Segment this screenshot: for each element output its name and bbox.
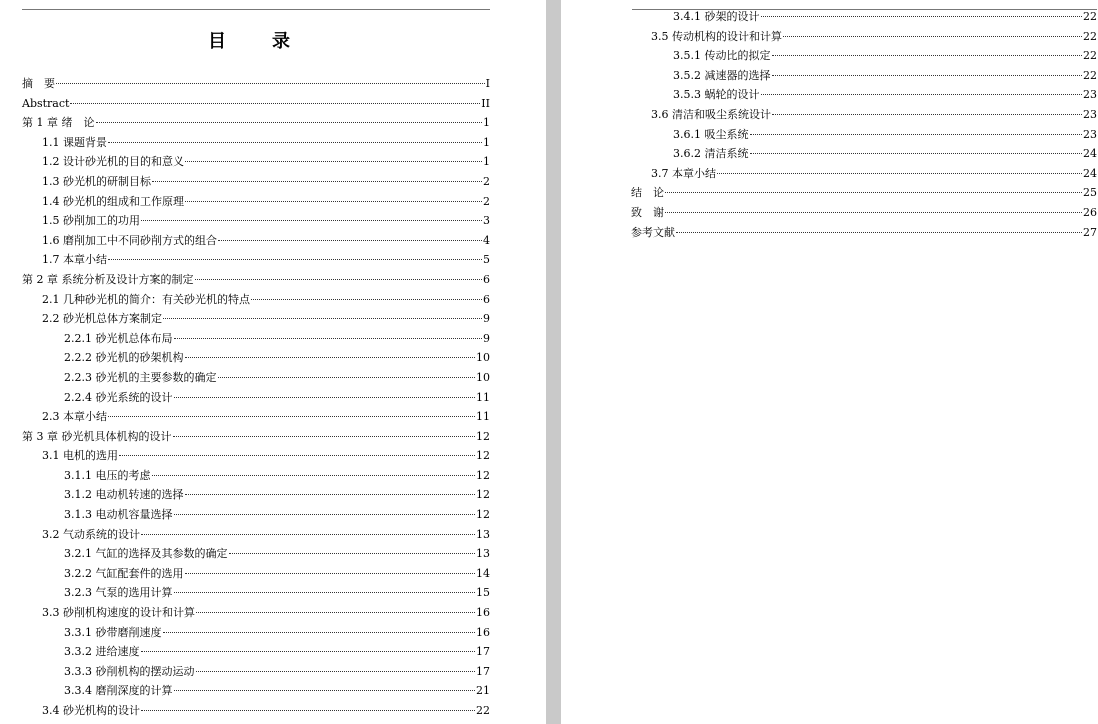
toc-entry[interactable] bbox=[22, 270, 490, 290]
dot-leader bbox=[141, 651, 476, 652]
dot-leader bbox=[772, 75, 1083, 76]
toc-entry[interactable] bbox=[22, 329, 490, 349]
toc-entry[interactable] bbox=[22, 623, 490, 643]
toc-entry[interactable] bbox=[22, 603, 490, 623]
dot-leader bbox=[665, 212, 1082, 213]
dot-leader bbox=[676, 232, 1082, 233]
toc-entry-label: 2.2.1 砂光机总体布局 bbox=[64, 331, 173, 345]
toc-entry-label: 2.2.3 砂光机的主要参数的确定 bbox=[64, 370, 217, 384]
toc-entry[interactable] bbox=[631, 144, 1097, 164]
toc-entry[interactable] bbox=[22, 133, 490, 153]
toc-entry-page-number: 2 bbox=[483, 194, 490, 208]
dot-leader bbox=[185, 494, 476, 495]
toc-entry[interactable] bbox=[631, 183, 1097, 203]
toc-entry-page-number: 23 bbox=[1083, 127, 1097, 141]
toc-entry-label: Abstract bbox=[22, 96, 70, 110]
toc-entry[interactable] bbox=[22, 94, 490, 114]
dot-leader bbox=[152, 475, 476, 476]
dot-leader bbox=[141, 534, 475, 535]
toc-entry-label: 3.3.4 磨削深度的计算 bbox=[64, 684, 173, 698]
toc-entry-page-number: 22 bbox=[1083, 49, 1097, 63]
toc-entry-label: 3.5.1 传动比的拟定 bbox=[673, 49, 771, 63]
document-page-right bbox=[561, 0, 1098, 724]
toc-entry-label: 2.2.4 砂光系统的设计 bbox=[64, 390, 173, 404]
dot-leader bbox=[772, 55, 1083, 56]
toc-entry-page-number: 23 bbox=[1083, 107, 1097, 121]
toc-entry[interactable] bbox=[631, 223, 1097, 243]
toc-entry-page-number: 27 bbox=[1083, 225, 1097, 239]
toc-entry-page-number: 17 bbox=[476, 645, 490, 659]
toc-entry-page-number: 11 bbox=[476, 410, 490, 424]
dot-leader bbox=[229, 553, 476, 554]
dot-leader bbox=[174, 592, 476, 593]
toc-entry-label: 3.5.3 蜗轮的设计 bbox=[673, 88, 760, 102]
dot-leader bbox=[174, 690, 476, 691]
toc-entry[interactable] bbox=[22, 407, 490, 427]
toc-entry[interactable] bbox=[22, 681, 490, 701]
toc-entry-label: 1.5 砂削加工的功用 bbox=[42, 214, 140, 228]
dot-leader bbox=[163, 632, 476, 633]
toc-entry[interactable] bbox=[631, 203, 1097, 223]
toc-entry-page-number: 11 bbox=[476, 390, 490, 404]
toc-entry-page-number: 5 bbox=[483, 253, 490, 267]
toc-entry[interactable] bbox=[22, 701, 490, 721]
toc-entry-page-number: 1 bbox=[483, 116, 490, 130]
toc-entry-page-number: 16 bbox=[476, 625, 490, 639]
toc-entry-label: 结 论 bbox=[631, 186, 664, 200]
toc-entry-label: 3.6.1 吸尘系统 bbox=[673, 127, 749, 141]
toc-entry-page-number: I bbox=[485, 77, 490, 90]
toc-entry-page-number: 13 bbox=[476, 527, 490, 541]
dot-leader bbox=[783, 36, 1082, 37]
dot-leader bbox=[173, 436, 476, 437]
toc-entry-page-number: 3 bbox=[483, 214, 490, 228]
toc-entry-label: 摘 要 bbox=[22, 77, 55, 90]
toc-entry-page-number: 22 bbox=[1083, 10, 1097, 23]
toc-entry-label: 3.1 电机的选用 bbox=[42, 449, 118, 463]
dot-leader bbox=[119, 455, 475, 456]
toc-entry-label: 3.1.3 电动机容量选择 bbox=[64, 508, 173, 522]
toc-entry[interactable] bbox=[22, 231, 490, 251]
toc-entry[interactable] bbox=[22, 113, 490, 133]
toc-entry-page-number: 12 bbox=[476, 429, 490, 443]
toc-entry[interactable] bbox=[22, 250, 490, 270]
toc-entry-label: 第 2 章 系统分析及设计方案的制定 bbox=[22, 272, 194, 286]
toc-entry[interactable] bbox=[631, 164, 1097, 184]
toc-entry[interactable] bbox=[22, 446, 490, 466]
dot-leader bbox=[141, 710, 475, 711]
toc-entry-label: 3.2.2 气缸配套件的选用 bbox=[64, 566, 184, 580]
dot-leader bbox=[108, 259, 482, 260]
toc-entry-page-number: 16 bbox=[476, 606, 490, 620]
toc-entry[interactable] bbox=[22, 427, 490, 447]
toc-entry-label: 1.1 课题背景 bbox=[42, 135, 107, 149]
dot-leader bbox=[163, 318, 482, 319]
dot-leader bbox=[772, 114, 1082, 115]
toc-entry[interactable] bbox=[22, 348, 490, 368]
toc-entry-label: 1.4 砂光机的组成和工作原理 bbox=[42, 194, 184, 208]
toc-entry-page-number: 13 bbox=[476, 547, 490, 561]
toc-entry-label: 3.6 清洁和吸尘系统设计 bbox=[651, 107, 771, 121]
toc-entry-label: 3.3.2 进给速度 bbox=[64, 645, 140, 659]
toc-entry-page-number: 1 bbox=[483, 155, 490, 169]
toc-entry-label: 1.3 砂光机的研制目标 bbox=[42, 174, 151, 188]
toc-entry[interactable] bbox=[22, 211, 490, 231]
toc-entry-page-number: 23 bbox=[1083, 88, 1097, 102]
toc-entry-label: 3.4.1 砂架的设计 bbox=[673, 10, 760, 23]
dot-leader bbox=[218, 240, 482, 241]
toc-entry-page-number: 22 bbox=[1083, 29, 1097, 43]
toc-entry-label: 3.1.1 电压的考虑 bbox=[64, 468, 151, 482]
dot-leader bbox=[174, 397, 476, 398]
toc-entry-label: 第 1 章 绪 论 bbox=[22, 116, 95, 130]
toc-entry-label: 3.6.2 清洁系统 bbox=[673, 147, 749, 161]
toc-entry-label: 3.5.2 减速器的选择 bbox=[673, 68, 771, 82]
toc-entry-page-number: 2 bbox=[483, 174, 490, 188]
toc-entry-label: 参考文献 bbox=[631, 225, 675, 239]
toc-entry-page-number: II bbox=[481, 96, 490, 110]
toc-entry[interactable] bbox=[22, 368, 490, 388]
toc-entry-label: 3.7 本章小结 bbox=[651, 166, 716, 180]
toc-entry-page-number: 15 bbox=[476, 586, 490, 600]
toc-entry[interactable] bbox=[22, 466, 490, 486]
toc-entry-label: 2.2.2 砂光机的砂架机构 bbox=[64, 351, 184, 365]
dot-leader bbox=[185, 573, 476, 574]
dot-leader bbox=[750, 153, 1083, 154]
toc-entry-page-number: 12 bbox=[476, 449, 490, 463]
dot-leader bbox=[174, 514, 476, 515]
toc-entry-label: 3.3.1 砂带磨削速度 bbox=[64, 625, 162, 639]
toc-entry-page-number: 12 bbox=[476, 468, 490, 482]
toc-entry-page-number: 14 bbox=[476, 566, 490, 580]
dot-leader bbox=[251, 299, 482, 300]
toc-entry[interactable] bbox=[22, 172, 490, 192]
toc-entry[interactable] bbox=[22, 388, 490, 408]
toc-entry-page-number: 9 bbox=[483, 331, 490, 345]
toc-entry-page-number: 1 bbox=[483, 135, 490, 149]
dot-leader bbox=[108, 142, 482, 143]
document-page-left bbox=[0, 0, 546, 724]
toc-entry-label: 1.7 本章小结 bbox=[42, 253, 107, 267]
toc-entry[interactable] bbox=[631, 105, 1097, 125]
toc-entry-label: 2.2 砂光机总体方案制定 bbox=[42, 312, 162, 326]
dot-leader bbox=[185, 201, 482, 202]
toc-entry-page-number: 17 bbox=[476, 664, 490, 678]
dot-leader bbox=[141, 220, 482, 221]
toc-entry[interactable] bbox=[22, 290, 490, 310]
dot-leader bbox=[665, 192, 1082, 193]
dot-leader bbox=[185, 161, 482, 162]
toc-entry[interactable] bbox=[22, 525, 490, 545]
toc-entry-label: 3.1.2 电动机转速的选择 bbox=[64, 488, 184, 502]
dot-leader bbox=[96, 122, 483, 123]
dot-leader bbox=[185, 357, 476, 358]
toc-entry-label: 3.5 传动机构的设计和计算 bbox=[651, 29, 782, 43]
toc-title: 目 录 bbox=[208, 31, 304, 52]
toc-entry-label: 3.2.1 气缸的选择及其参数的确定 bbox=[64, 547, 228, 561]
dot-leader bbox=[761, 94, 1083, 95]
toc-entry[interactable] bbox=[631, 125, 1097, 145]
toc-entry[interactable] bbox=[631, 27, 1097, 47]
dot-leader bbox=[196, 671, 476, 672]
toc-entry-label: 3.3.3 砂削机构的摆动运动 bbox=[64, 664, 195, 678]
dot-leader bbox=[152, 181, 482, 182]
toc-entry-page-number: 10 bbox=[476, 370, 490, 384]
toc-entry-label: 第 3 章 砂光机具体机构的设计 bbox=[22, 429, 172, 443]
toc-entry-label: 1.6 磨削加工中不同砂削方式的组合 bbox=[42, 233, 217, 247]
toc-entry[interactable] bbox=[22, 152, 490, 172]
toc-entry[interactable] bbox=[22, 192, 490, 212]
dot-leader bbox=[750, 134, 1083, 135]
toc-entry[interactable] bbox=[22, 485, 490, 505]
dot-leader bbox=[70, 103, 480, 104]
toc-entry-page-number: 12 bbox=[476, 508, 490, 522]
toc-entry-label: 2.1 几种砂光机的简介：有关砂光机的特点 bbox=[42, 292, 250, 306]
toc-entry[interactable] bbox=[631, 66, 1097, 86]
toc-entry-label: 1.2 设计砂光机的目的和意义 bbox=[42, 155, 184, 169]
page-gap bbox=[546, 0, 561, 724]
toc-entry[interactable] bbox=[631, 7, 1097, 27]
toc-entry-page-number: 25 bbox=[1083, 186, 1097, 200]
toc-entry[interactable] bbox=[631, 85, 1097, 105]
toc-entry-page-number: 26 bbox=[1083, 205, 1097, 219]
toc-entry-page-number: 21 bbox=[476, 684, 490, 698]
toc-entry[interactable] bbox=[22, 74, 490, 94]
toc-entry[interactable] bbox=[22, 544, 490, 564]
toc-entry[interactable] bbox=[631, 46, 1097, 66]
header-rule bbox=[22, 9, 490, 10]
dot-leader bbox=[56, 83, 485, 84]
dot-leader bbox=[108, 416, 475, 417]
toc-entry-page-number: 6 bbox=[483, 272, 490, 286]
dot-leader bbox=[761, 16, 1083, 17]
toc-entry-label: 3.4 砂光机构的设计 bbox=[42, 704, 140, 717]
toc-entry-page-number: 10 bbox=[476, 351, 490, 365]
toc-entry-label: 3.2 气动系统的设计 bbox=[42, 527, 140, 541]
toc-entry-page-number: 6 bbox=[483, 292, 490, 306]
dot-leader bbox=[196, 612, 475, 613]
toc-entry-label: 3.2.3 气泵的选用计算 bbox=[64, 586, 173, 600]
toc-entry[interactable] bbox=[22, 505, 490, 525]
toc-entry[interactable] bbox=[22, 583, 490, 603]
toc-entry-label: 3.3 砂削机构速度的设计和计算 bbox=[42, 606, 195, 620]
dot-leader bbox=[174, 338, 483, 339]
toc-entry[interactable] bbox=[22, 309, 490, 329]
toc-entry-page-number: 22 bbox=[1083, 68, 1097, 82]
dot-leader bbox=[717, 173, 1082, 174]
toc-entry-label: 2.3 本章小结 bbox=[42, 410, 107, 424]
toc-entry-page-number: 12 bbox=[476, 488, 490, 502]
toc-entry[interactable] bbox=[22, 662, 490, 682]
toc-entry[interactable] bbox=[22, 642, 490, 662]
toc-entry-page-number: 24 bbox=[1083, 166, 1097, 180]
toc-entry-page-number: 4 bbox=[483, 233, 490, 247]
toc-entry-label: 致 谢 bbox=[631, 205, 664, 219]
toc-entry[interactable] bbox=[22, 564, 490, 584]
toc-entry-page-number: 22 bbox=[476, 704, 490, 717]
toc-entry-page-number: 9 bbox=[483, 312, 490, 326]
toc-entry-page-number: 24 bbox=[1083, 147, 1097, 161]
toc-list bbox=[631, 7, 1097, 242]
dot-leader bbox=[195, 279, 483, 280]
dot-leader bbox=[218, 377, 476, 378]
toc-list bbox=[22, 74, 490, 721]
